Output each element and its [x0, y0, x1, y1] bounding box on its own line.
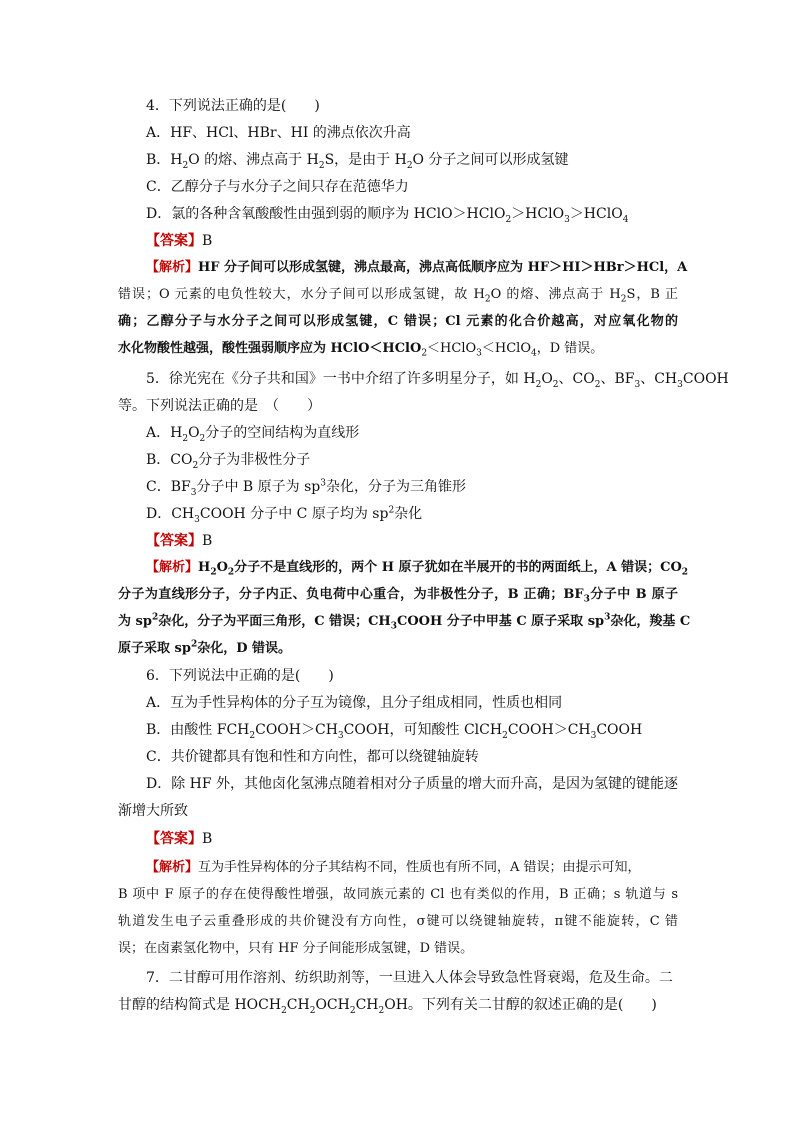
q6-option-a: A．互为手性异构体的分子互为镜像，且分子组成相同，性质也相同	[146, 695, 563, 711]
q5-option-a: A．$H_2O_2$分子的空间结构为直线形	[146, 425, 360, 444]
q6-analysis-line-2: B 项中 F 原子的存在使得酸性增强，故同族元素的 Cl 也有类似的作用，B 正确；s 轨道与 s	[118, 887, 678, 902]
q5-analysis-line-2: 分子为直线形分子，分子内正、负电荷中心重合，为非极性分子，B 正确；$BF_3$分子中 B 原子	[118, 587, 679, 605]
q6-option-d-line-1: D．除 HF 外，其他卤化氢沸点随着相对分子质量的增大而升高，是因为氢键的键能逐	[146, 776, 679, 792]
q4-stem: 4．下列说法正确的是( )	[146, 98, 320, 114]
answer-label: 【答案】	[146, 831, 202, 847]
q6-option-b: B．由酸性 $FCH_2COOH>CH_3COOH$，可知酸性 $ClCH_2COOH>CH_3COOH$	[146, 722, 643, 741]
analysis-label: 【解析】	[146, 260, 199, 275]
answer-label: 【答案】	[146, 233, 202, 249]
analysis-label: 【解析】	[146, 860, 199, 875]
q5-answer: 【答案】B	[146, 533, 213, 549]
q4-answer: 【答案】B	[146, 233, 213, 249]
q4-analysis-line-2: 错误；O 元素的电负性较大，水分子间可以形成氢键，故 $H_2O$ 的熔、沸点高于 $H_2S$，B 正	[118, 287, 678, 305]
analysis-label: 【解析】	[146, 560, 199, 575]
q6-analysis-line-3: 轨道发生电子云重叠形成的共价键没有方向性，σ键可以绕键轴旋转，π键不能旋转，C 错	[118, 914, 678, 929]
q5-analysis-line-4: 原子采取 $sp^2$杂化，D 错误。	[118, 639, 292, 656]
q6-answer: 【答案】B	[146, 831, 213, 847]
q4-option-d: D．氯的各种含氧酸酸性由强到弱的顺序为 HClO＞HClO$_2$＞HClO$_3$＞HClO$_4$	[146, 206, 629, 225]
q5-stem-line-1: 5．徐光宪在《分子共和国》一书中介绍了许多明星分子，如 $H_2O_2$、$CO_2$、$BF_3$、$CH_3COOH$	[146, 371, 729, 390]
q5-option-b: B．$CO_2$分子为非极性分子	[146, 452, 311, 471]
q6-analysis-line-4: 误；在卤素氢化物中，只有 HF 分子间能形成氢键，D 错误。	[118, 941, 474, 956]
q4-analysis-line-3: 确；乙醇分子与水分子之间可以形成氢键，C 错误；Cl 元素的化合价越高，对应氧化物的	[118, 314, 678, 329]
q5-analysis-line-3: 为 $sp^2$杂化，分子为平面三角形，C 错误；$CH_3COOH$ 分子中甲基 C 原子采取 $sp^3$杂化，羧基 C	[118, 612, 691, 632]
q6-option-c: C．共价键都具有饱和性和方向性，都可以绕键轴旋转	[146, 749, 479, 765]
answer-label: 【答案】	[146, 533, 202, 549]
q6-analysis-line-1: 【解析】互为手性异构体的分子其结构不同，性质也有所不同，A 错误；由提示可知，	[146, 860, 641, 875]
q5-option-c: C．$BF_3$分子中 B 原子为 $sp^3$杂化，分子为三角锥形	[146, 478, 466, 498]
q5-analysis-line-1: 【解析】$H_2O_2$分子不是直线形的，两个 H 原子犹如在半展开的书的两面纸上，A 错误；$CO_2$	[146, 560, 689, 578]
q7-stem-line-2: 甘醇的结构简式是 $HOCH_2CH_2OCH_2CH_2OH$。下列有关二甘醇的叙述正确的是( )	[118, 997, 657, 1016]
q4-analysis-line-1: 【解析】HF 分子间可以形成氢键，沸点最高，沸点高低顺序应为 HF＞HI＞HBr＞HCl，A	[146, 260, 688, 275]
q4-option-a: A．HF、HCl、HBr、HI 的沸点依次升高	[146, 125, 411, 141]
q6-stem: 6．下列说法中正确的是( )	[146, 668, 334, 684]
q4-option-c: C．乙醇分子与水分子之间只存在范德华力	[146, 179, 409, 195]
q5-option-d: D．$CH_3COOH$ 分子中 C 原子均为 $sp^2$杂化	[146, 505, 423, 525]
q7-stem-line-1: 7．二甘醇可用作溶剂、纺织助剂等，一旦进入人体会导致急性肾衰竭，危及生命。二	[146, 970, 673, 986]
q6-option-d-line-2: 渐增大所致	[118, 803, 188, 819]
q5-stem-line-2: 等。下列说法正确的是 （ ）	[118, 398, 321, 414]
q4-analysis-line-4: 水化物酸性越强，酸性强弱顺序应为 HClO＜HClO$_2$＜HClO$_3$＜HClO$_4$，D 错误。	[118, 341, 604, 359]
q4-option-b: B．$H_2O$ 的熔、沸点高于 $H_2S$，是由于 $H_2O$ 分子之间可以形成氢键	[146, 152, 569, 171]
